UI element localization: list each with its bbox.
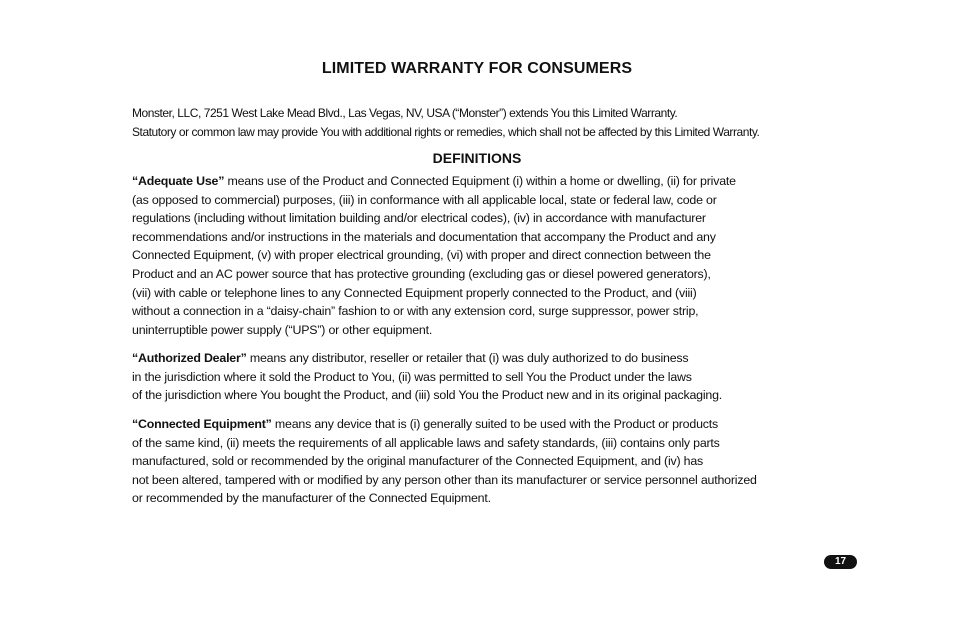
definition-line <box>132 415 832 434</box>
intro-line: Monster, LLC, 7251 West Lake Mead Blvd., Las Vegas, NV, USA (“Monster”) extends You this Limited Warranty. <box>132 106 678 120</box>
definition-line: regulations (including without limitation building and/or electrical codes), (iv) in accordance with manufacturer <box>132 211 706 226</box>
definition-text: means use of the Product and Connected Equipment (i) within a home or dwelling, (ii) for private <box>224 174 736 188</box>
definition-line <box>132 172 832 191</box>
definition-term: “Authorized Dealer” <box>132 351 247 365</box>
definition-adequate-use <box>132 172 832 339</box>
page-title: LIMITED WARRANTY FOR CONSUMERS <box>321 60 633 77</box>
definition-text: means any device that is (i) generally suited to be used with the Product or products <box>271 417 718 431</box>
definition-connected-equipment <box>132 415 832 508</box>
definition-authorized-dealer <box>132 349 832 405</box>
definition-line: or recommended by the manufacturer of the Connected Equipment. <box>132 491 491 506</box>
definition-line: of the same kind, (ii) meets the requirements of all applicable laws and safety standards, (iii) contains only parts <box>132 435 720 450</box>
definition-term: “Adequate Use” <box>132 174 225 188</box>
definition-line: (as opposed to commercial) purposes, (iii) in conformance with all applicable local, state or federal law, code or <box>132 192 717 207</box>
definition-line: not been altered, tampered with or modified by any person other than its manufacturer or service personnel authorized <box>132 472 757 487</box>
definition-line: of the jurisdiction where You bought the Product, and (iii) sold You the Product new and in its original packaging. <box>132 388 723 403</box>
definition-line: Product and an AC power source that has protective grounding (excluding gas or diesel powered generators), <box>132 266 711 281</box>
definition-line: in the jurisdiction where it sold the Product to You, (ii) was permitted to sell You the Product under the laws <box>132 369 692 384</box>
definition-line <box>132 349 832 368</box>
definition-line: recommendations and/or instructions in the materials and documentation that accompany the Product and any <box>132 229 716 244</box>
definition-line: Connected Equipment, (v) with proper electrical grounding, (vi) with proper and direct connection between the <box>132 248 711 263</box>
definition-line: uninterruptible power supply (“UPS”) or other equipment. <box>132 322 433 337</box>
definition-term: “Connected Equipment” <box>132 417 272 431</box>
definition-line: manufactured, sold or recommended by the original manufacturer of the Connected Equipment, and (iv) has <box>132 454 704 469</box>
page-number-badge: 17 <box>824 555 857 569</box>
intro-line: Statutory or common law may provide You with additional rights or remedies, which shall not be affected by this Limited Warranty. <box>132 124 760 139</box>
definition-text: means any distributor, reseller or retailer that (i) was duly authorized to do business <box>246 351 689 365</box>
intro-paragraph <box>132 104 852 141</box>
definition-line: without a connection in a “daisy-chain” fashion to or with any extension cord, surge suppressor, power strip, <box>132 304 699 319</box>
definitions-heading: DEFINITIONS <box>432 150 522 166</box>
definition-line: (vii) with cable or telephone lines to any Connected Equipment properly connected to the Product, and (viii) <box>132 285 697 300</box>
